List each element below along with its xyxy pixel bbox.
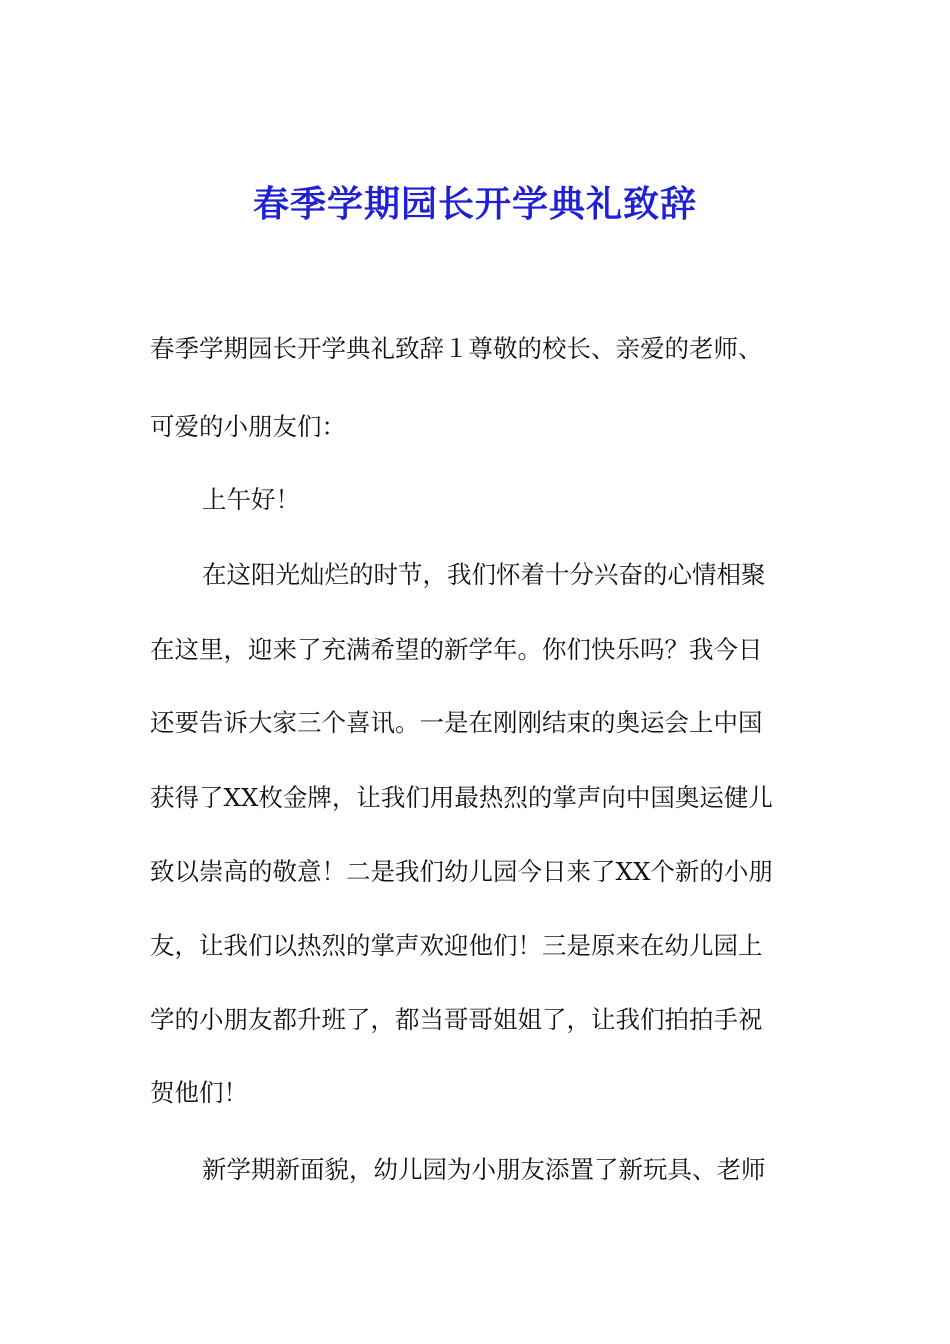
body-line: 新学期新面貌，幼儿园为小朋友添置了新玩具、老师 <box>202 1155 766 1184</box>
greeting-line: 上午好！ <box>202 485 300 514</box>
body-line: 可爱的小朋友们： <box>150 412 346 441</box>
body-line: 致以崇高的敬意！二是我们幼儿园今日来了XX个新的小朋 <box>150 857 773 886</box>
body-line: 友，让我们以热烈的掌声欢迎他们！三是原来在幼儿园上 <box>150 931 763 960</box>
body-line: 获得了XX枚金牌，让我们用最热烈的掌声向中国奥运健儿 <box>150 783 773 812</box>
body-line: 春季学期园长开学典礼致辞１尊敬的校长、亲爱的老师、 <box>150 334 763 363</box>
body-line: 在这阳光灿烂的时节，我们怀着十分兴奋的心情相聚 <box>202 560 766 589</box>
body-line: 还要告诉大家三个喜讯。一是在刚刚结束的奥运会上中国 <box>150 708 763 737</box>
body-line: 学的小朋友都升班了，都当哥哥姐姐了，让我们拍拍手祝 <box>150 1005 763 1034</box>
body-line: 在这里，迎来了充满希望的新学年。你们快乐吗？我今日 <box>150 635 763 664</box>
body-line: 贺他们！ <box>150 1078 248 1107</box>
document-title: 春季学期园长开学典礼致辞 <box>252 183 697 225</box>
